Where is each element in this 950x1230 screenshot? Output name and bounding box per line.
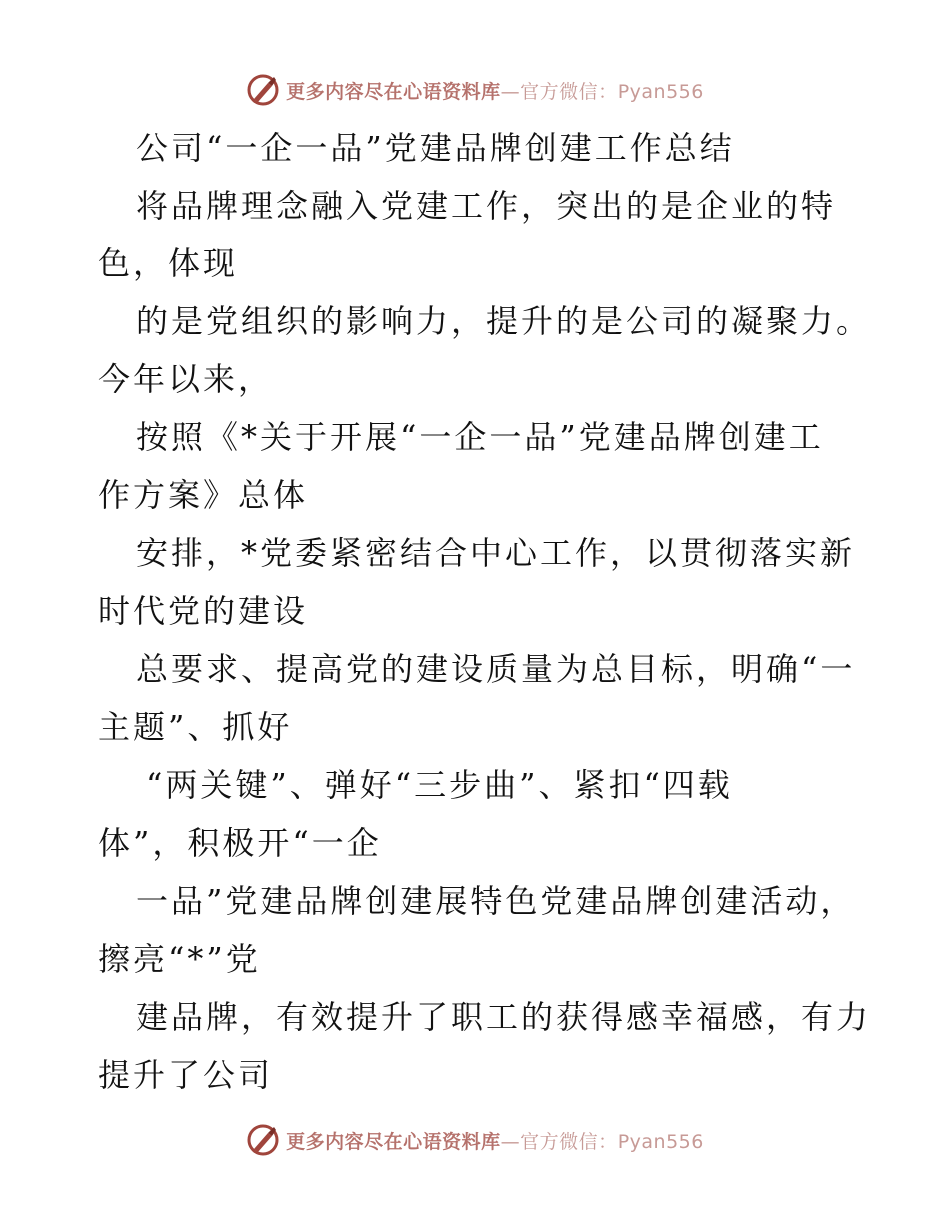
watermark-wechat-label: 官方微信： xyxy=(520,1130,618,1153)
paragraph-line: 安排，*党委紧密结合中心工作，以贯彻落实新 xyxy=(136,534,856,572)
pen-logo-icon xyxy=(246,1123,280,1157)
paragraph-line: 主题”、抓好 xyxy=(98,708,293,746)
header-watermark-banner xyxy=(0,70,950,110)
paragraph-line: 作方案》总体 xyxy=(98,476,309,514)
paragraph-line: 建品牌，有效提升了职工的获得感幸福感，有力 xyxy=(136,998,872,1036)
footer-watermark-banner xyxy=(0,1120,950,1160)
paragraph-line: 的是党组织的影响力，提升的是公司的凝聚力。 xyxy=(136,302,872,340)
paragraph-line: 按照《*关于开展“一企一品”党建品牌创建工 xyxy=(136,418,824,456)
watermark-wechat-id: Pyan556 xyxy=(617,1130,704,1153)
watermark-text xyxy=(286,77,704,104)
paragraph-line: 擦亮“*”党 xyxy=(98,940,261,978)
paragraph-line: 将品牌理念融入党建工作，突出的是企业的特 xyxy=(136,187,837,225)
watermark-wechat-id: Pyan556 xyxy=(617,80,704,103)
pen-logo-icon xyxy=(246,73,280,107)
watermark-dash: — xyxy=(500,1130,521,1153)
paragraph-line: “两关键”、弹好“三步曲”、紧扣“四载 xyxy=(146,766,733,804)
document-title: 公司“一企一品”党建品牌创建工作总结 xyxy=(136,129,735,167)
paragraph-line: 总要求、提高党的建设质量为总目标，明确“一 xyxy=(136,650,856,688)
paragraph-line: 时代党的建设 xyxy=(98,592,309,630)
paragraph-line: 一品”党建品牌创建展特色党建品牌创建活动， xyxy=(136,882,856,920)
paragraph-line: 提升了公司 xyxy=(98,1056,274,1094)
watermark-wechat-label: 官方微信： xyxy=(520,80,618,103)
paragraph-line: 今年以来， xyxy=(98,360,274,398)
paragraph-line: 色，体现 xyxy=(98,244,239,282)
watermark-dash: — xyxy=(500,80,521,103)
paragraph-line: 体”，积极开“一企 xyxy=(98,824,382,862)
watermark-site-text: 更多内容尽在心语资料库 xyxy=(286,80,501,103)
watermark-text xyxy=(286,1127,704,1154)
watermark-site-text: 更多内容尽在心语资料库 xyxy=(286,1130,501,1153)
